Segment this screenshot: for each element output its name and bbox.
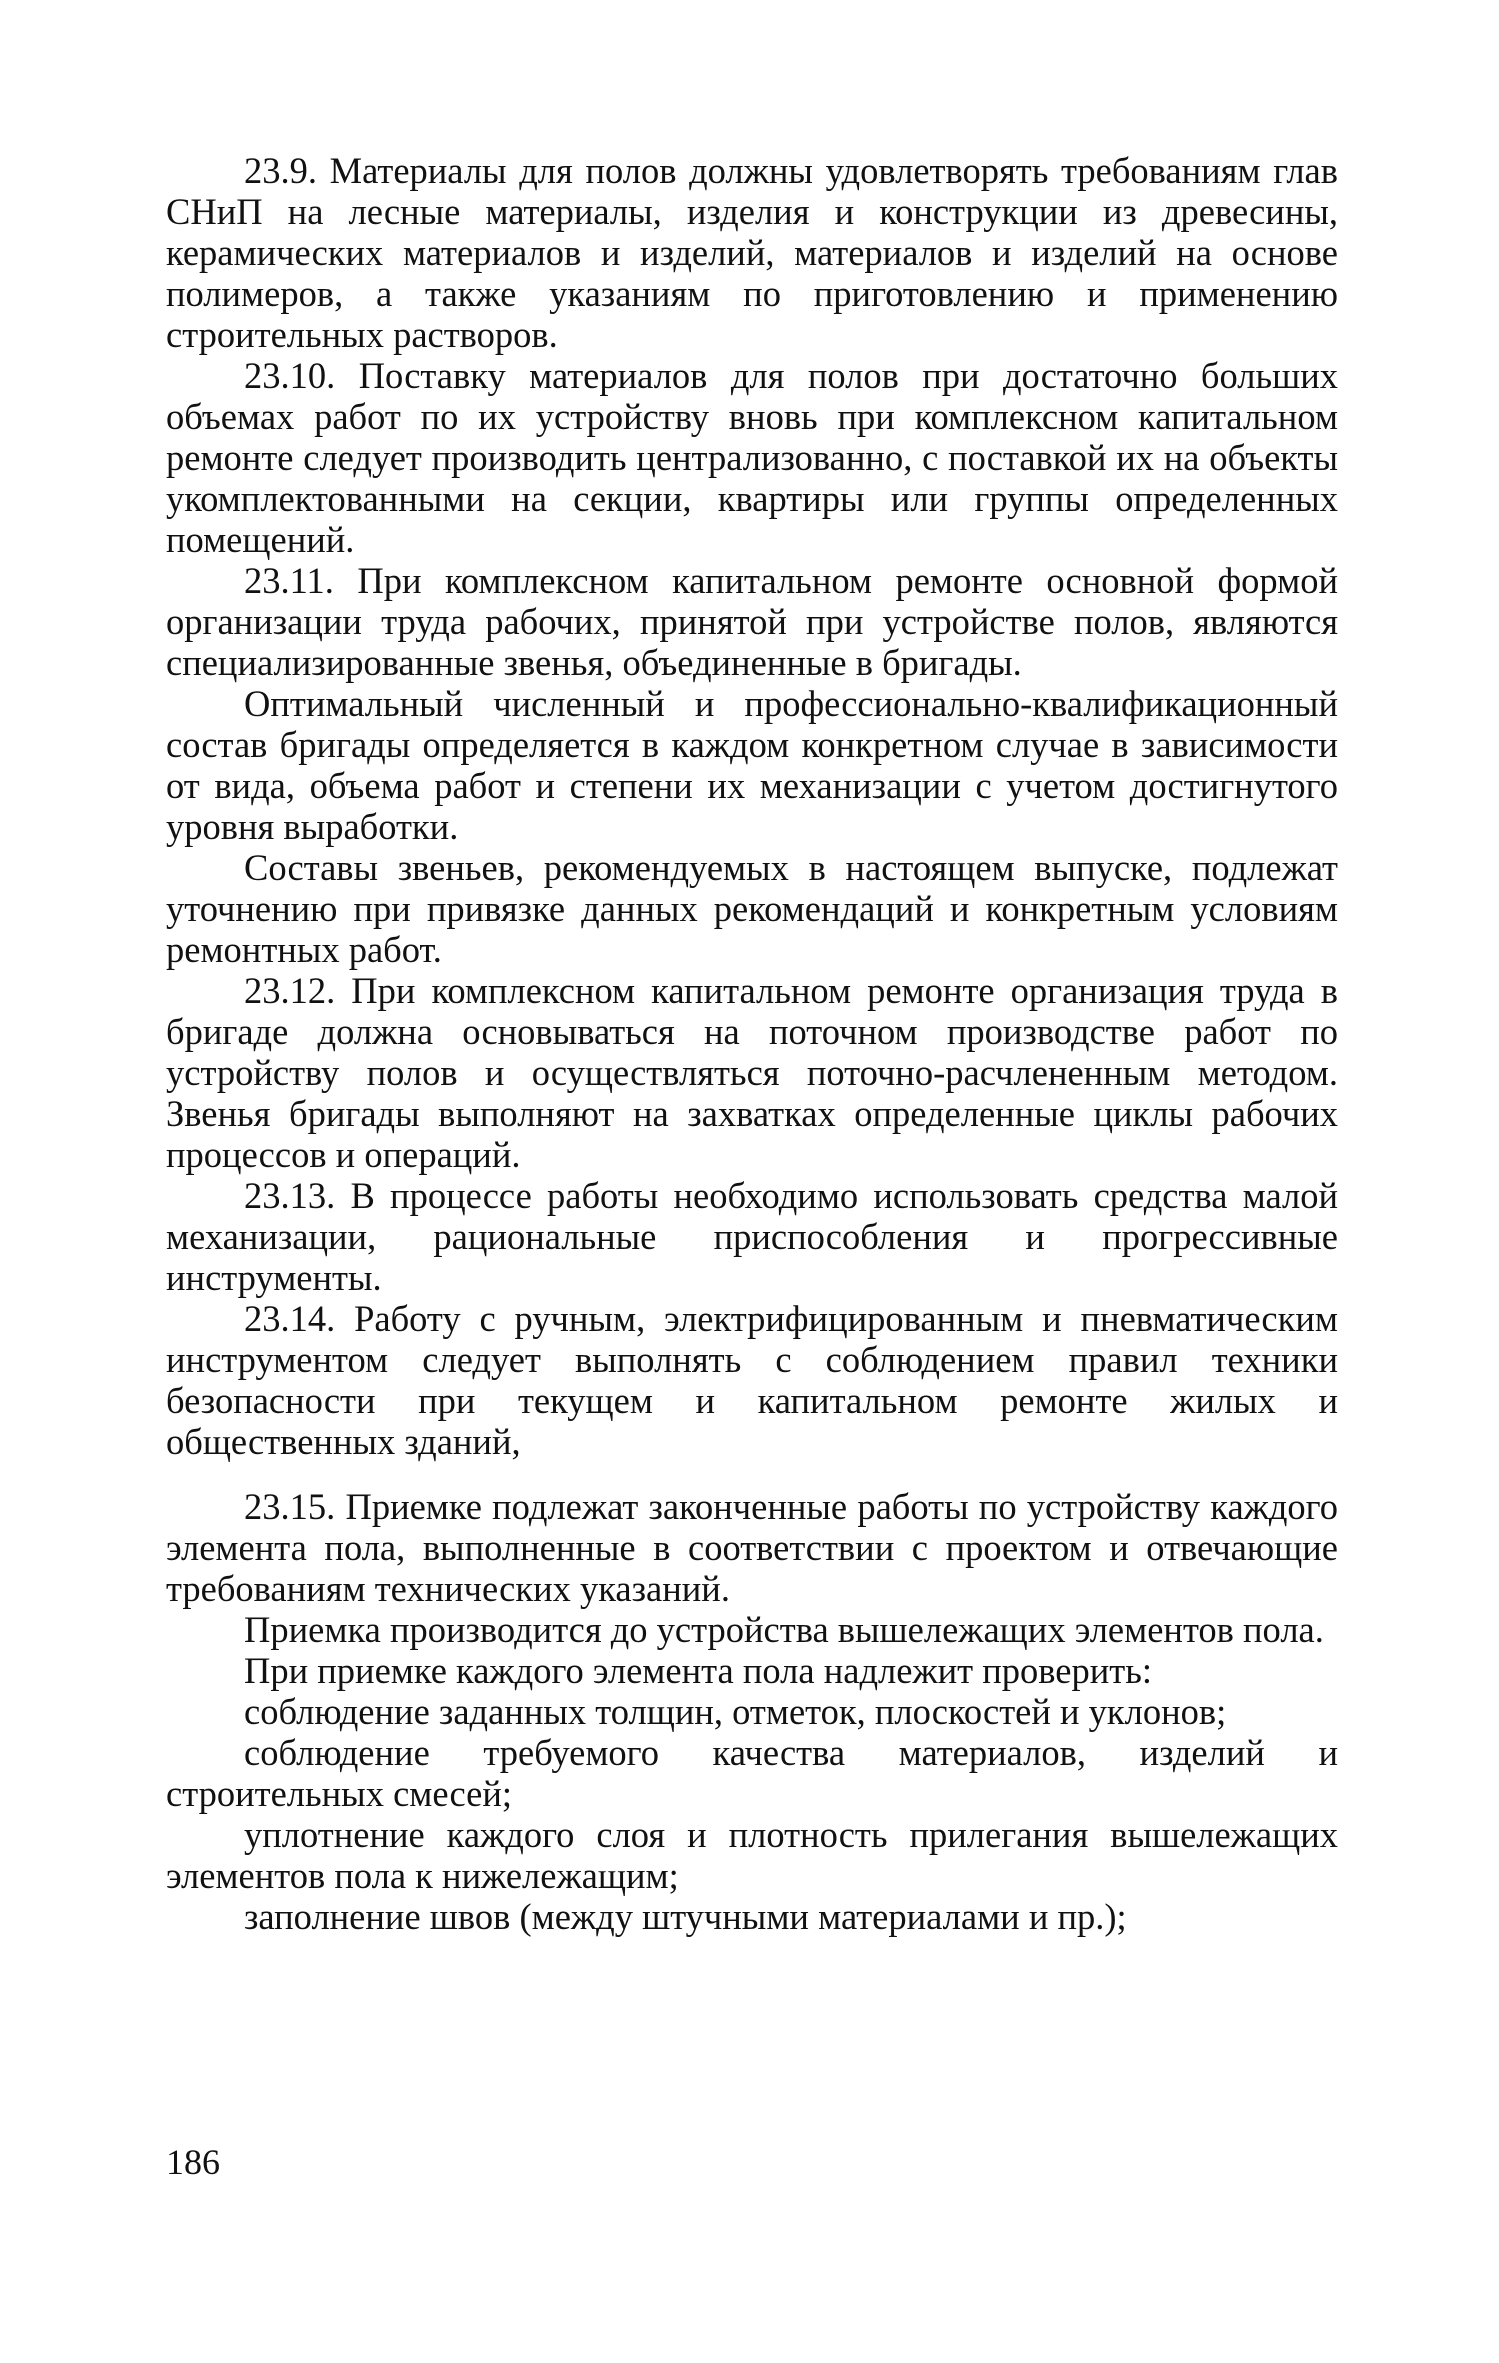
paragraph-text: Приемке подлежат законченные работы по устройству каждого элемента пола, выполненные в соответствии с проектом и отвечающие требованиям технических указаний. (166, 1486, 1338, 1609)
document-body (166, 150, 1338, 1937)
clause-number: 23.14. (244, 1298, 336, 1339)
paragraph-text: При комплексном капитальном ремонте организация труда в бригаде должна основываться на поточном производстве работ по устройству полов и осуществляться поточно-расчлененным методом. Звенья бригады выполняют на захватках определенные циклы рабочих процессов и операций. (166, 970, 1338, 1175)
check-item-materials-quality (166, 1732, 1338, 1814)
paragraph-acceptance-timing (166, 1609, 1338, 1650)
clause-number: 23.11. (244, 560, 334, 601)
paragraph-text: заполнение швов (между штучными материалами и пр.); (244, 1896, 1127, 1937)
paragraph-text: соблюдение заданных толщин, отметок, плоскостей и уклонов; (244, 1691, 1227, 1732)
paragraph-23-14 (166, 1298, 1338, 1462)
check-item-layer-compaction (166, 1814, 1338, 1896)
check-item-joint-filling (166, 1896, 1338, 1937)
paragraph-text: Приемка производится до устройства вышележащих элементов пола. (244, 1609, 1324, 1650)
paragraph-text: Материалы для полов должны удовлетворять требованиям глав СНиП на лесные материалы, изделия и конструкции из древесины, керамических материалов и изделий, материалов и изделий на основе полимеров, а также указаниям по приготовлению и применению строительных растворов. (166, 150, 1338, 355)
clause-number: 23.13. (244, 1175, 336, 1216)
paragraph-text: При приемке каждого элемента пола надлежит проверить: (244, 1650, 1153, 1691)
paragraph-23-13 (166, 1175, 1338, 1298)
paragraph-text: Оптимальный численный и профессионально-квалификационный состав бригады определяется в каждом конкретном случае в зависимости от вида, объема работ и степени их механизации с учетом достигнутого уровня выработки. (166, 683, 1338, 847)
clause-number: 23.15. (244, 1486, 336, 1527)
paragraph-text: В процессе работы необходимо использовать средства малой механизации, рациональные приспособления и прогрессивные инструменты. (166, 1175, 1338, 1298)
paragraph-text: уплотнение каждого слоя и плотность прилегания вышележащих элементов пола к нижележащим; (166, 1814, 1338, 1896)
paragraph-team-composition (166, 683, 1338, 847)
paragraph-text: При комплексном капитальном ремонте основной формой организации труда рабочих, принятой при устройстве полов, являются специализированные звенья, объединенные в бригады. (166, 560, 1339, 683)
paragraph-23-10 (166, 355, 1338, 560)
paragraph-23-12 (166, 970, 1338, 1175)
paragraph-gap (166, 1462, 1338, 1486)
paragraph-23-9 (166, 150, 1338, 355)
paragraph-text: Составы звеньев, рекомендуемых в настоящем выпуске, подлежат уточнению при привязке данных рекомендаций и конкретным условиям ремонтных работ. (166, 847, 1338, 970)
paragraph-text: Поставку материалов для полов при достаточно больших объемах работ по их устройству вновь при комплексном капитальном ремонте следует производить централизованно, с поставкой их на объекты укомплектованными на секции, квартиры или группы определенных помещений. (166, 355, 1338, 560)
page-number: 186 (166, 2142, 220, 2182)
clause-number: 23.9. (244, 150, 317, 191)
clause-number: 23.10. (244, 355, 336, 396)
paragraph-text: Работу с ручным, электрифицированным и пневматическим инструментом следует выполнять с соблюдением правил техники безопасности при текущем и капитальном ремонте жилых и общественных зданий, (166, 1298, 1338, 1462)
paragraph-text: соблюдение требуемого качества материалов, изделий и строительных смесей; (166, 1732, 1338, 1814)
check-item-thickness (166, 1691, 1338, 1732)
paragraph-unit-composition (166, 847, 1338, 970)
clause-number: 23.12. (244, 970, 336, 1011)
paragraph-acceptance-checks-intro (166, 1650, 1338, 1691)
paragraph-23-15 (166, 1486, 1338, 1609)
paragraph-23-11 (166, 560, 1338, 683)
